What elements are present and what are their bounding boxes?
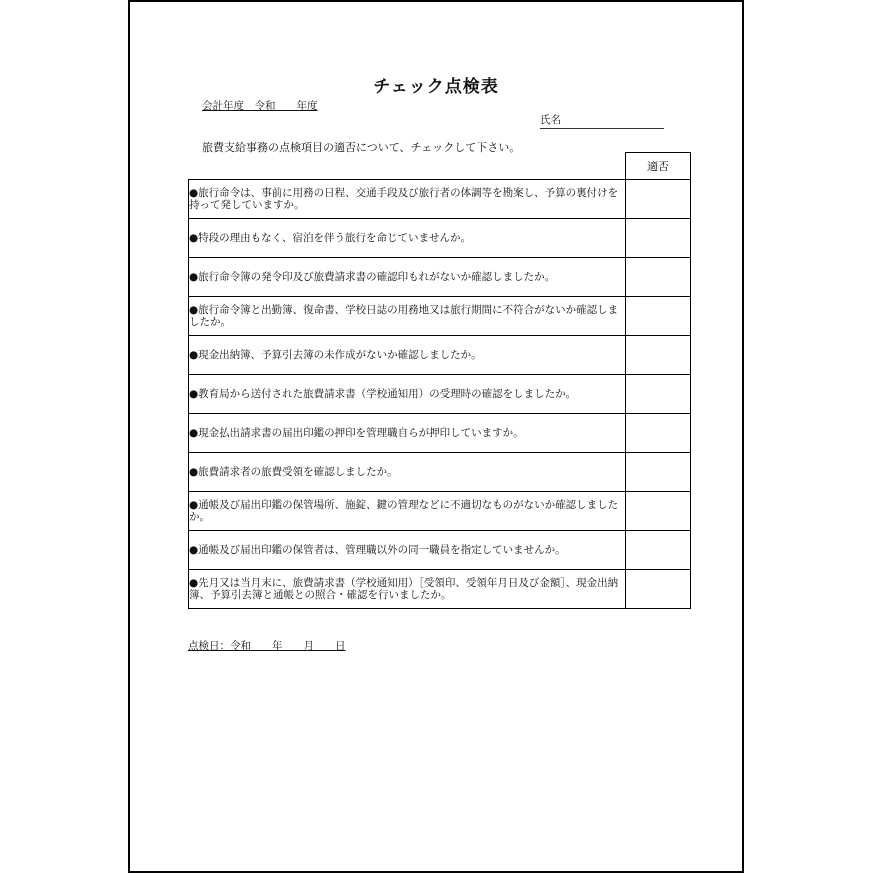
- checklist-row: [189, 531, 691, 570]
- instruction-text: 旅費支給事務の点検項目の適否について、チェックして下さい。: [202, 141, 521, 154]
- checklist-item-text: ●旅行命令簿の発令印及び旅費請求書の確認印もれがないか確認しましたか。: [189, 258, 626, 297]
- document-title: チェック点検表: [373, 77, 499, 97]
- checklist-row: [189, 297, 691, 336]
- header-blank-cell: [189, 153, 626, 180]
- suitability-check-cell[interactable]: [626, 258, 691, 297]
- checklist-item-text: ●教育局から送付された旅費請求書（学校通知用）の受理時の確認をしましたか。: [189, 375, 626, 414]
- checklist-item-text: ●通帳及び届出印鑑の保管者は、管理職以外の同一職員を指定していませんか。: [189, 531, 626, 570]
- checklist-table: [188, 152, 691, 609]
- name-field: 氏名: [540, 112, 664, 129]
- fiscal-year-field: 会計年度 令和 年度: [202, 100, 318, 112]
- checklist-row: [189, 414, 691, 453]
- suitability-check-cell[interactable]: [626, 336, 691, 375]
- suitability-check-cell[interactable]: [626, 219, 691, 258]
- suitability-check-cell[interactable]: [626, 180, 691, 219]
- checklist-row: [189, 570, 691, 609]
- checklist-row: [189, 453, 691, 492]
- suitability-check-cell[interactable]: [626, 375, 691, 414]
- checklist-item-text: ●現金出納簿、予算引去簿の未作成がないか確認しましたか。: [189, 336, 626, 375]
- document-page: [128, 0, 744, 873]
- checklist-item-text: ●先月又は当月末に、旅費請求書（学校通知用）［受領印、受領年月日及び金額］、現金出納簿、予算引去簿と通帳との照合・確認を行いましたか。: [189, 570, 626, 609]
- checklist-item-text: ●旅行命令簿と出勤簿、復命書、学校日誌の用務地又は旅行期間に不符合がないか確認しましたか。: [189, 297, 626, 336]
- checklist-row: [189, 336, 691, 375]
- checklist-item-text: ●通帳及び届出印鑑の保管場所、施錠、鍵の管理などに不適切なものがないか確認しましたか。: [189, 492, 626, 531]
- checklist-row: [189, 375, 691, 414]
- checklist-row: [189, 180, 691, 219]
- suitability-check-cell[interactable]: [626, 297, 691, 336]
- suitability-check-cell[interactable]: [626, 492, 691, 531]
- checklist-item-text: ●旅費請求者の旅費受領を確認しましたか。: [189, 453, 626, 492]
- inspection-date-field: 点検日：令和 年 月 日: [188, 640, 346, 652]
- suitability-header: 適否: [626, 153, 691, 180]
- checklist-row: [189, 219, 691, 258]
- checklist-row: [189, 258, 691, 297]
- suitability-check-cell[interactable]: [626, 531, 691, 570]
- checklist-item-text: ●特段の理由もなく、宿泊を伴う旅行を命じていませんか。: [189, 219, 626, 258]
- checklist-item-text: ●現金払出請求書の届出印鑑の押印を管理職自らが押印していますか。: [189, 414, 626, 453]
- checklist-row: [189, 492, 691, 531]
- checklist-item-text: ●旅行命令は、事前に用務の日程、交通手段及び旅行者の体調等を勘案し、予算の裏付けを持って発していますか。: [189, 180, 626, 219]
- suitability-check-cell[interactable]: [626, 570, 691, 609]
- checklist-body: [189, 180, 691, 609]
- suitability-check-cell[interactable]: [626, 414, 691, 453]
- table-header-row: [189, 153, 691, 180]
- suitability-check-cell[interactable]: [626, 453, 691, 492]
